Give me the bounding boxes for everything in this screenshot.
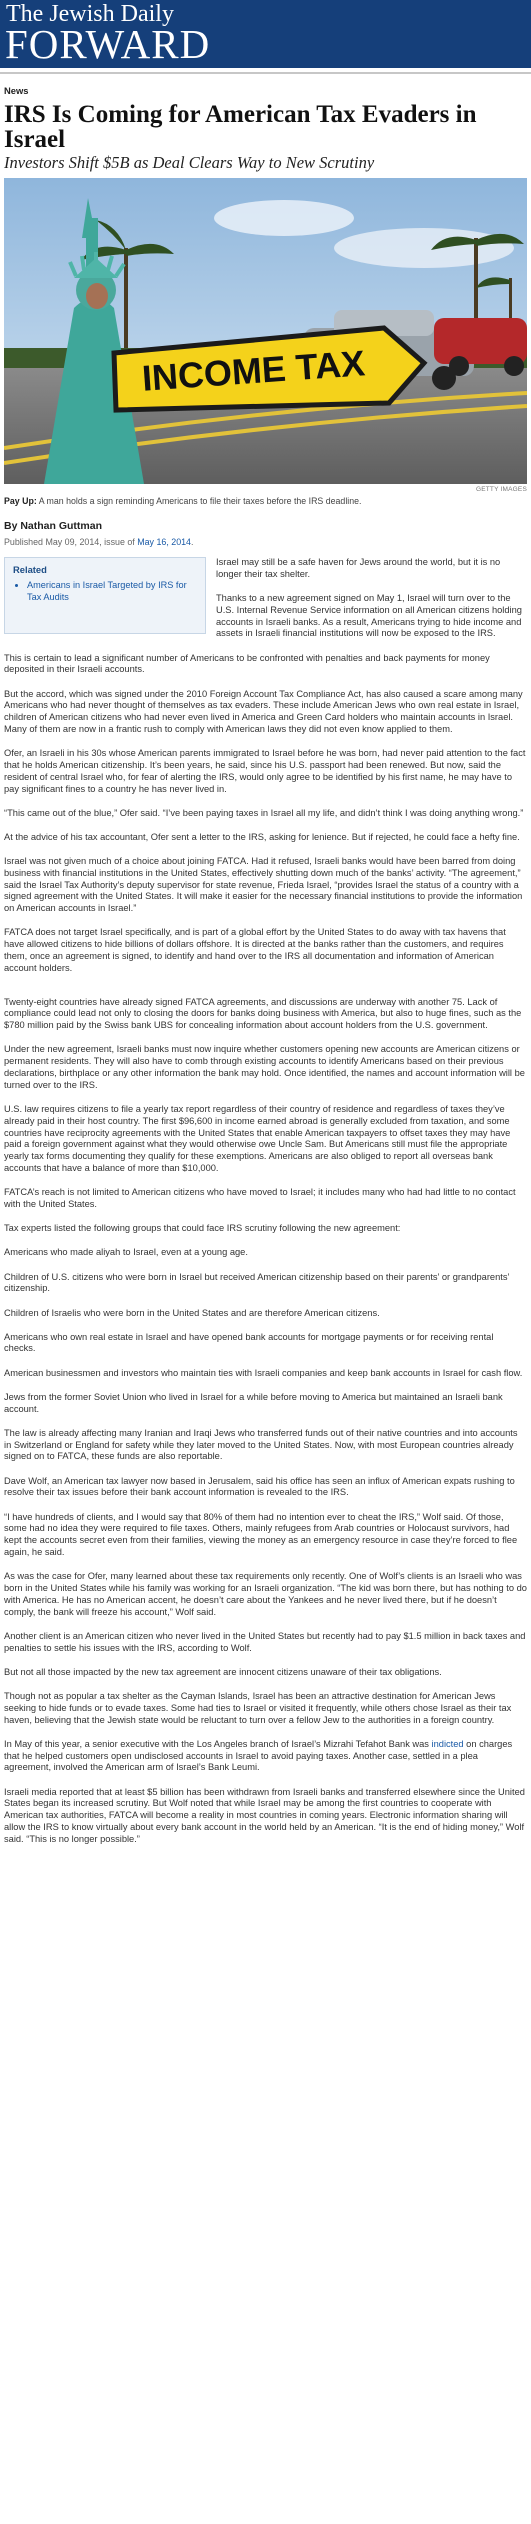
masthead[interactable]	[0, 0, 531, 68]
sign-text: INCOME TAX	[140, 342, 367, 399]
paragraph: The law is already affecting many Iranian and Iraqi Jews who transferred funds out of their native countries and into accounts in Switzerland or England for safety while they later moved to the United States. Now, with most European countries already signed on to FATCA, these funds are also reportable.	[4, 1427, 518, 1462]
publish-date	[4, 537, 527, 548]
paragraph: Under the new agreement, Israeli banks must now inquire whether customers opening new accounts are American citizens or permanent residents. They will also have to comb through existing accounts to identify Americans based on their previous declarations, birthplace or any other information the bank may hold. Once identified, the names and account information will be turned over to the IRS.	[4, 1044, 525, 1090]
indicted-link[interactable]: indicted	[431, 1738, 464, 1749]
paragraph: Jews from the former Soviet Union who lived in Israel for a while before moving to America but maintained an Israeli bank account.	[4, 1391, 503, 1414]
related-title: Related	[13, 563, 47, 575]
headline: IRS Is Coming for American Tax Evaders in Israel	[4, 100, 477, 153]
paragraph: Another client is an American citizen who never lived in the United States but recently had to pay $1.5 million in back taxes and penalties to settle his issues with the IRS, according to Wolf.	[4, 1630, 526, 1653]
paragraph: But not all those impacted by the new tax agreement are innocent citizens unaware of their tax obligations.	[4, 1666, 442, 1677]
paragraph: Americans who made aliyah to Israel, even at a young age.	[4, 1247, 248, 1258]
paragraph: Children of U.S. citizens who were born in Israel but received American citizenship based on their parents’ or grandparents’ citizenship.	[4, 1271, 510, 1294]
paragraph-indicted	[4, 1739, 527, 1774]
paragraph: This is certain to lead a significant number of Americans to be confronted with penalties and back payments for money deposited in their Israeli accounts.	[4, 652, 490, 675]
publish-date-prefix: Published May 09, 2014, issue of	[4, 536, 138, 547]
paragraph: American businessmen and investors who maintain ties with Israeli companies and keep bank accounts in Israel for cash flow.	[4, 1367, 523, 1378]
photo-caption	[4, 496, 527, 507]
paragraph: “This came out of the blue,” Ofer said. “I’ve been paying taxes in Israel all my life, and didn’t think I was doing anything wrong.”	[4, 807, 524, 818]
subhead: Investors Shift $5B as Deal Clears Way to New Scrutiny	[4, 152, 375, 172]
paragraph: At the advice of his tax accountant, Ofer sent a letter to the IRS, asking for lenience. But if rejected, he could face a hefty fine.	[4, 831, 520, 842]
masthead-divider	[0, 72, 531, 74]
paragraph: Twenty-eight countries have already signed FATCA agreements, and discussions are underway with another 75. Lack of compliance could lead not only to closing the doors for banks doing business with America, but also to huge fines, such as the $780 million paid by the Swiss bank UBS for concealing information about account holders from the U.S. government.	[4, 996, 522, 1031]
indicted-lead: In May of this year, a senior executive with the Los Angeles branch of Israel’s Mizrahi Tefahot Bank was	[4, 1738, 432, 1749]
caption-label: Pay Up:	[4, 496, 37, 507]
related-item	[27, 580, 197, 603]
article-photo	[4, 178, 527, 484]
related-box	[4, 557, 206, 634]
paragraph: U.S. law requires citizens to file a yearly tax report regardless of their country of residence and regardless of taxes they’ve already paid in their host country. The first $96,600 in income earned abroad is generally excluded from taxation, and some countries have reciprocity agreements with the United States that enable American taxpayers to offset taxes they may have paid a foreign government against what they would otherwise owe Uncle Sam. But Americans still must file the appropriate yearly tax forms documenting they qualify for these exemptions. Americans are also obliged to report all overseas bank accounts that have a balance of more than $10,000.	[4, 1103, 511, 1173]
paragraph: Americans who own real estate in Israel and have opened bank accounts for mortgage payments or for receiving rental checks.	[4, 1331, 494, 1354]
paragraph: Israel may still be a safe haven for Jews around the world, but it is no longer their tax shelter.	[216, 556, 501, 579]
paragraph: FATCA does not target Israel specifically, and is part of a global effort by the United States to do away with tax havens that have allowed citizens to hide billions of dollars offshore. It is directed at the banks rather than the customers, and requires them, once an agreement is signed, to identify and hand over to the IRS all documentation and information of American account holders.	[4, 927, 506, 973]
paragraph: Children of Israelis who were born in the United States and are therefore American citizens.	[4, 1307, 380, 1318]
masthead-line1: The Jewish Daily	[6, 1, 174, 27]
paragraph: FATCA’s reach is not limited to American citizens who have moved to Israel; it includes many who had had little to no contact with the United States.	[4, 1187, 516, 1209]
paragraph: Ofer, an Israeli in his 30s whose American parents immigrated to Israel before he was born, had never paid attention to the fact that he holds American citizenship. It’s been years, he said, since his U.S. passport had been renewed. But now, said the resident of central Israel who, for fear of alerting the IRS, would only agree to be identified by his first name, he may have to pay significant fines to a country he has never lived in.	[4, 748, 526, 794]
paragraph: Thanks to a new agreement signed on May 1, Israel will turn over to the U.S. Internal Revenue Service information on all American citizens holding accounts in Israeli banks. As a result, Americans trying to hide income and assets in Israeli financial institutions will now be exposed to the IRS.	[216, 592, 522, 639]
paragraph: Though not as popular a tax shelter as the Cayman Islands, Israel has been an attractive destination for American Jews seeking to hide funds or to evade taxes. Some had ties to Israel or visited it frequently, while others chose Israel as their tax haven, believing that the Jewish state would be reluctant to turn over a fellow Jew to the authorities in a foreign country.	[4, 1690, 512, 1725]
caption-text: A man holds a sign reminding Americans to file their taxes before the IRS deadline.	[36, 496, 362, 507]
paragraph: Israel was not given much of a choice about joining FATCA. Had it refused, Israeli banks would have been barred from doing business with financial institutions in the United States, effectively shutting down much of the banks’ activity. “The agreement,” said the Israel Tax Authority’s deputy supervisor for state revenue, Frieda Israel, “provides Israel the status of a country with a signed agreement with the United States. It will make it easier for the necessary financial institutions to provide the information on American accounts in Israel.”	[4, 856, 523, 914]
masthead-logo: FORWARD	[5, 21, 211, 67]
publish-date-suffix: .	[191, 536, 194, 547]
paragraph: “I have hundreds of clients, and I would say that 80% of them had no intention ever to cheat the IRS,” Wolf said. Of those, some had no idea they were required to file taxes. Others, mainly refugees from Arab countries or Holocaust survivors, had kept the accounts secret even from their families, viewing the money as an emergency resource in case they’re forced to flee again, he said.	[4, 1511, 518, 1557]
paragraph: Tax experts listed the following groups that could face IRS scrutiny following the new agreement:	[4, 1223, 401, 1234]
photo-credit: GETTY IMAGES	[475, 485, 527, 493]
section-label: News	[4, 85, 29, 96]
indicted-rest: on charges that he helped customers open undisclosed accounts in Israel to avoid paying taxes. Another case, settled in a plea agreement, involved the American arm of Israel’s Bank Leumi.	[4, 1738, 513, 1773]
paragraph: Israeli media reported that at least $5 billion has been withdrawn from Israeli banks and transferred elsewhere since the United States began its increased scrutiny. But Wolf noted that while Israel may be among the first countries to cooperate with American tax authorities, FATCA will become a reality in most countries in coming years. Electronic information sharing will allow the IRS to know virtually about every bank account in the world held by an American. “It is the end of hiding money,” Wolf said. “This is no longer possible.”	[4, 1786, 525, 1844]
paragraph: But the accord, which was signed under the 2010 Foreign Account Tax Compliance Act, has also caused a scare among many Americans who had never thought of themselves as tax evaders. These include American Jews who own real estate in Israel, children of American citizens who had never even lived in America and Green Card holders who maintain accounts in Israel. Many of them are now in a frantic rush to comply with American laws they did not even know applied to them.	[4, 688, 523, 734]
byline: By Nathan Guttman	[4, 520, 103, 533]
issue-link[interactable]: May 16, 2014	[137, 536, 191, 547]
paragraph: Dave Wolf, an American tax lawyer now based in Jerusalem, said his office has seen an influx of American expats rushing to resolve their tax issues before their bank account information is revealed to the IRS.	[4, 1475, 515, 1498]
related-link[interactable]: Americans in Israel Targeted by IRS for Tax Audits	[27, 579, 187, 602]
paragraph: As was the case for Ofer, many learned about these tax requirements only recently. One of Wolf’s clients is an Israeli who was born in the United States while his family was working for an Israeli organization. “The kid was born there, but has nothing to do with America. He has no American accent, he doesn’t care about the Yankees and he never lived there, but if he doesn’t comply, the bank will freeze his account,” Wolf said.	[4, 1571, 527, 1617]
article-body	[4, 557, 527, 1846]
